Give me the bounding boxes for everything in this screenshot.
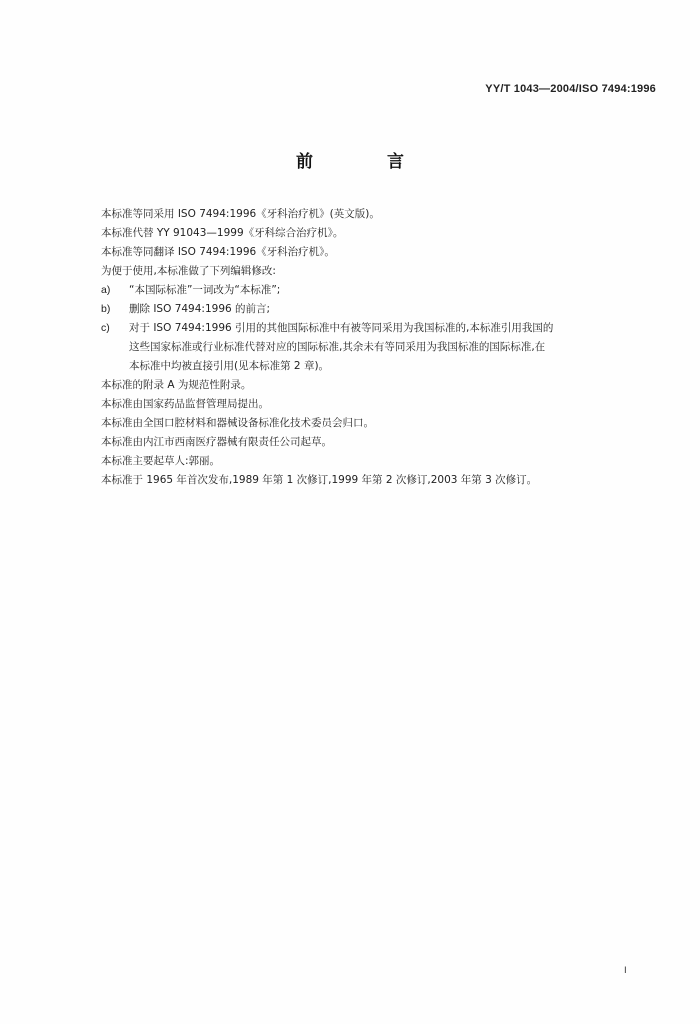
list-item-text: “本国际标准”一词改为“本标准”;	[129, 284, 281, 296]
page-number: I	[624, 966, 627, 976]
list-item	[101, 281, 661, 300]
paragraph: 本标准由全国口腔材料和器械设备标准化技术委员会归口。	[101, 417, 374, 429]
list-marker: c)	[101, 322, 110, 334]
list-item-text: 删除 ISO 7494:1996 的前言;	[129, 303, 271, 315]
list-item-text: 对于 ISO 7494:1996 引用的其他国际标准中有被等同采用为我国标准的,本标准引用我国的	[129, 322, 554, 334]
paragraph: 本标准等同采用 ISO 7494:1996《牙科治疗机》(英文版)。	[101, 208, 380, 220]
list-item-continuation: 这些国家标准或行业标准代替对应的国际标准,其余未有等同采用为我国标准的国际标准,在	[129, 341, 546, 353]
standard-number: YY/T 1043—2004/ISO 7494:1996	[485, 83, 656, 95]
foreword-body	[101, 205, 661, 490]
list-marker: a)	[101, 284, 111, 296]
paragraph: 本标准于 1965 年首次发布,1989 年第 1 次修订,1999 年第 2 次修订,2003 年第 3 次修订。	[101, 474, 538, 486]
paragraph: 本标准的附录 A 为规范性附录。	[101, 379, 252, 391]
paragraph: 本标准主要起草人:郭丽。	[101, 455, 221, 467]
paragraph: 本标准等同翻译 ISO 7494:1996《牙科治疗机》。	[101, 246, 335, 258]
paragraph: 为便于使用,本标准做了下列编辑修改:	[101, 265, 276, 277]
paragraph: 本标准代替 YY 91043—1999《牙科综合治疗机》。	[101, 227, 344, 239]
list-item	[101, 300, 661, 319]
paragraph: 本标准由国家药品监督管理局提出。	[101, 398, 269, 410]
list-item-continuation: 本标准中均被直接引用(见本标准第 2 章)。	[129, 360, 330, 372]
list-marker: b)	[101, 303, 111, 315]
paragraph: 本标准由内江市西南医疗器械有限责任公司起草。	[101, 436, 332, 448]
page-title: 前 言	[296, 152, 438, 172]
list-item	[101, 319, 661, 338]
